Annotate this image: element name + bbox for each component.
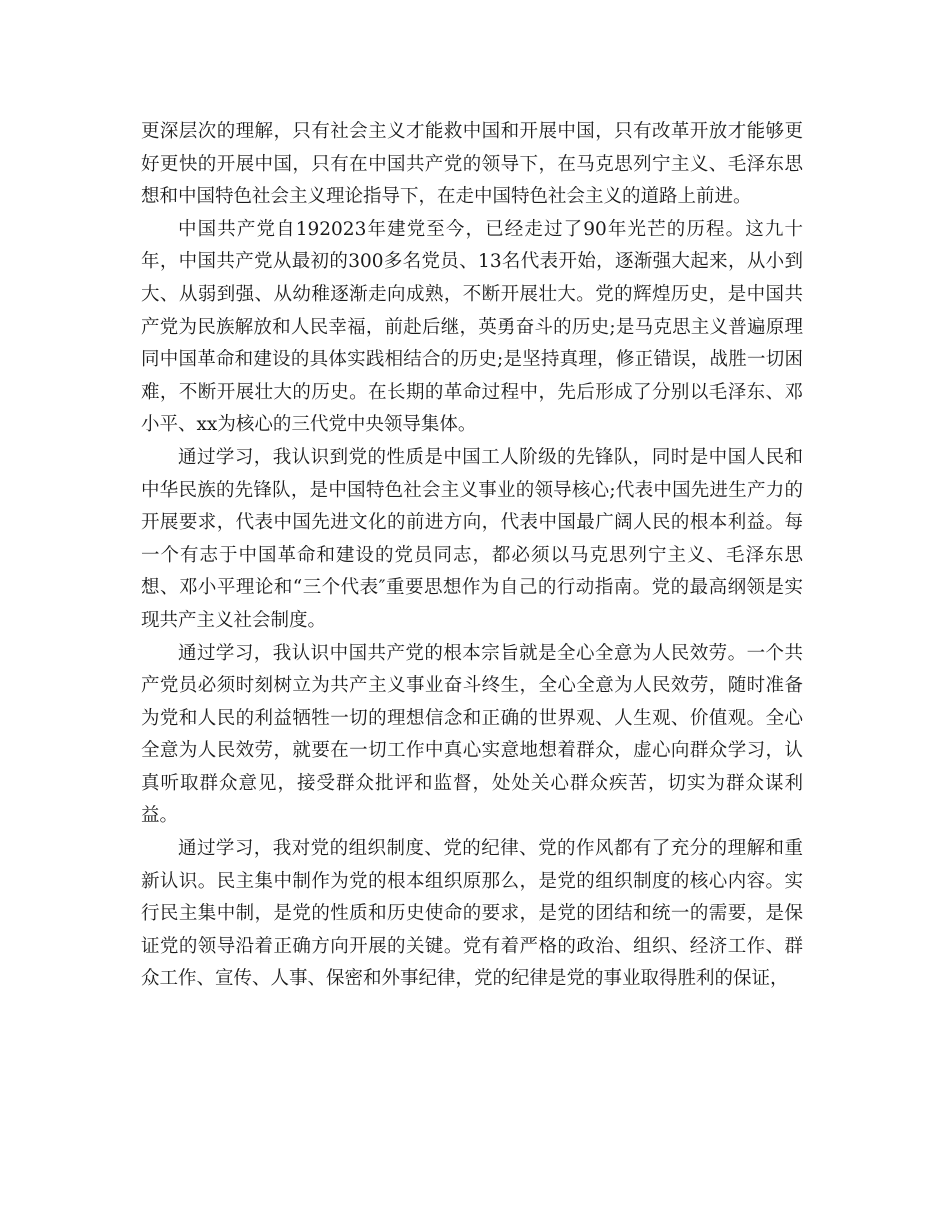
paragraph-party-purpose: 通过学习，我认识中国共产党的根本宗旨就是全心全意为人民效劳。一个共产党员必须时刻树立为共产主义事业奋斗终生，全心全意为人民效劳，随时准备为党和人民的利益牺牲一切的理想信念和正确的世界观、人生观、价值观。全心全意为人民效劳，就要在一切工作中真心实意地想着群众，虚心向群众学习，认真听取群众意见，接受群众批评和监督，处处关心群众疾苦，切实为群众谋利益。 bbox=[141, 642, 803, 827]
paragraph-party-nature: 通过学习，我认识到党的性质是中国工人阶级的先锋队，同时是中国人民和中华民族的先锋队，是中国特色社会主义事业的领导核心;代表中国先进生产力的开展要求，代表中国先进文化的前进方向，代表中国最广阔人民的根本利益。每一个有志于中国革命和建设的党员同志，都必须以马克思列宁主义、毛泽东思想、邓小平理论和“三个代表″重要思想作为自己的行动指南。党的最高纲领是实现共产主义社会制度。 bbox=[141, 446, 803, 631]
document-body bbox=[141, 116, 803, 996]
paragraph-continuation: 更深层次的理解，只有社会主义才能救中国和开展中国，只有改革开放才能够更好更快的开展中国，只有在中国共产党的领导下，在马克思列宁主义、毛泽东思想和中国特色社会主义理论指导下，在走中国特色社会主义的道路上前进。 bbox=[141, 121, 803, 208]
paragraph-party-history: 中国共产党自192023年建党至今，已经走过了90年光芒的历程。这九十年，中国共产党从最初的300多名党员、13名代表开始，逐渐强大起来，从小到大、从弱到强、从幼稚逐渐走向成熟，不断开展壮大。党的辉煌历史，是中国共产党为民族解放和人民幸福，前赴后继，英勇奋斗的历史;是马克思主义普遍原理同中国革命和建设的具体实践相结合的历史;是坚持真理，修正错误，战胜一切困难，不断开展壮大的历史。在长期的革命过程中，先后形成了分别以毛泽东、邓小平、xx为核心的三代党中央领导集体。 bbox=[141, 218, 803, 436]
paragraph-party-organization: 通过学习，我对党的组织制度、党的纪律、党的作风都有了充分的理解和重新认识。民主集中制作为党的根本组织原那么，是党的组织制度的核心内容。实行民主集中制，是党的性质和历史使命的要求，是党的团结和统一的需要，是保证党的领导沿着正确方向开展的关键。党有着严格的政治、组织、经济工作、群众工作、宣传、人事、保密和外事纪律，党的纪律是党的事业取得胜利的保证， bbox=[141, 838, 803, 990]
